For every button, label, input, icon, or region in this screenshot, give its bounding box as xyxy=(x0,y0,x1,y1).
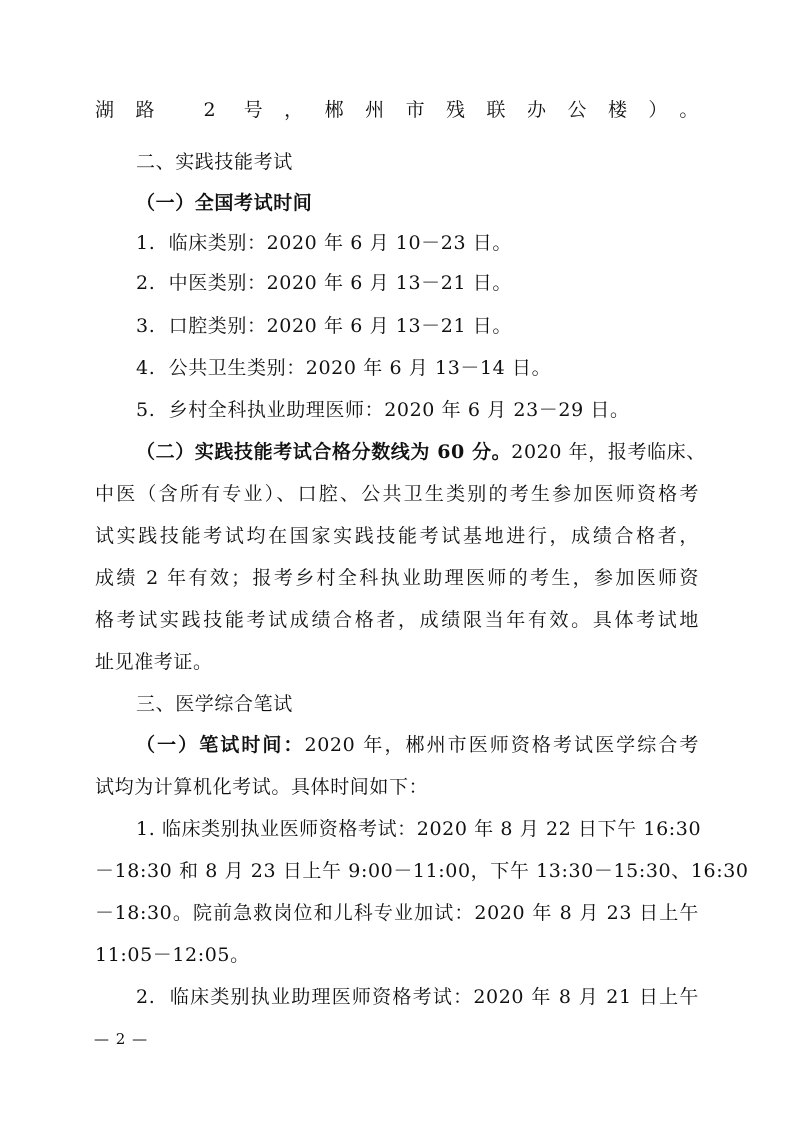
paragraph-line: －18:30 和 8 月 23 日上午 9:00－11:00，下午 13:30－15:30、16:30 xyxy=(95,860,749,882)
paragraph-passing-score-line xyxy=(136,440,706,464)
list-item-clinical-physician-line: 1. 临床类别执业医师资格考试：2020 年 8 月 22 日下午 16:30 xyxy=(136,818,702,840)
paragraph-written-time-line xyxy=(136,733,699,757)
paragraph-line: 试实践技能考试均在国家实践技能考试基地进行，成绩合格者， xyxy=(95,525,699,547)
passing-score-bold: （二）实践技能考试合格分数线为 60 分。 xyxy=(136,441,512,463)
paragraph-line: 址见准考证。 xyxy=(95,651,213,673)
list-item-dental: 3. 口腔类别：2020 年 6 月 13－21 日。 xyxy=(136,315,513,337)
paragraph-line: 试均为计算机化考试。具体时间如下： xyxy=(95,776,429,798)
paragraph-line: 格考试实践技能考试成绩合格者，成绩限当年有效。具体考试地 xyxy=(95,609,699,631)
section-heading-written-exam: 三、医学综合笔试 xyxy=(136,693,293,715)
list-item-clinical: 1. 临床类别：2020 年 6 月 10－23 日。 xyxy=(136,232,513,254)
list-item-tcm: 2. 中医类别：2020 年 6 月 13－21 日。 xyxy=(136,272,513,294)
page-number: — 2 — xyxy=(94,1030,149,1048)
text-line-continuation: 湖路 2 号，郴州市残联办公楼）。 xyxy=(95,99,699,121)
paragraph-line: 11:05－12:05。 xyxy=(95,944,250,966)
list-item-rural-assistant: 5. 乡村全科执业助理医师：2020 年 6 月 23－29 日。 xyxy=(136,399,630,421)
paragraph-line: 中医（含所有专业）、口腔、公共卫生类别的考生参加医师资格考 xyxy=(95,483,699,505)
list-item-clinical-assistant-line: 2. 临床类别执业助理医师资格考试：2020 年 8 月 21 日上午 xyxy=(136,986,699,1008)
list-item-public-health: 4. 公共卫生类别：2020 年 6 月 13－14 日。 xyxy=(136,357,552,379)
paragraph-line: －18:30。院前急救岗位和儿科专业加试：2020 年 8 月 23 日上午 xyxy=(95,902,699,924)
passing-score-rest: 2020 年，报考临床、 xyxy=(511,441,706,463)
section-heading-practical-exam: 二、实践技能考试 xyxy=(136,151,293,173)
written-time-bold: （一）笔试时间： xyxy=(136,734,305,756)
subheading-national-exam-time: （一）全国考试时间 xyxy=(136,192,313,214)
written-time-rest: 2020 年，郴州市医师资格考试医学综合考 xyxy=(304,734,699,756)
paragraph-line: 成绩 2 年有效；报考乡村全科执业助理医师的考生，参加医师资 xyxy=(95,567,699,589)
